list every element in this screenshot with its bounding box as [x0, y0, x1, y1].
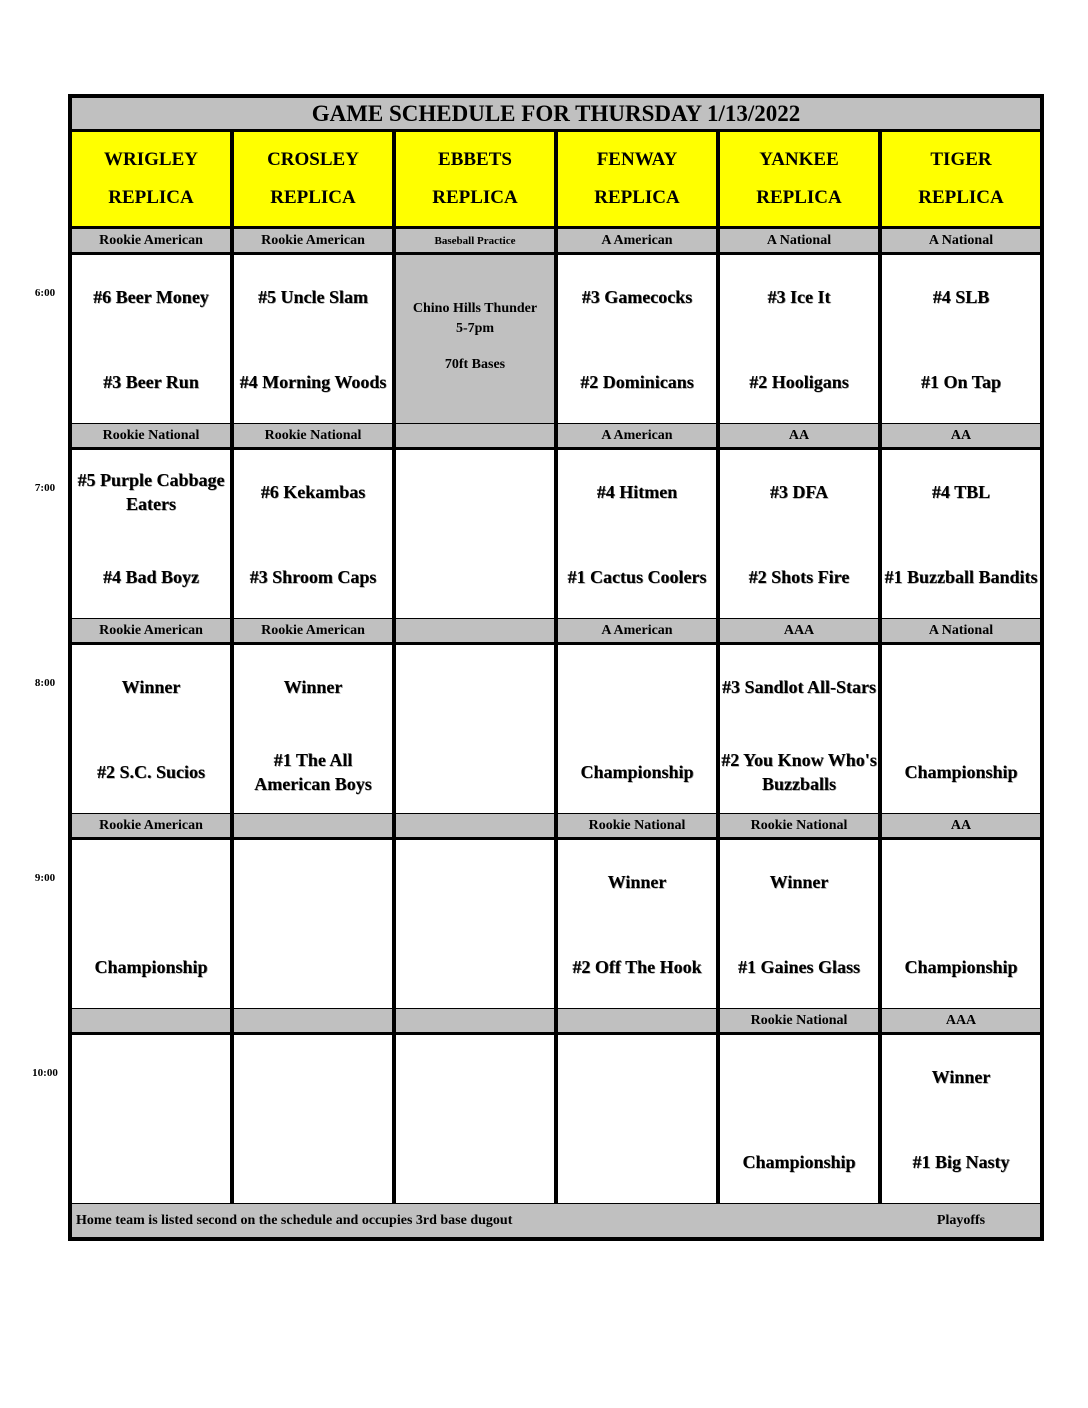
field-header-crosley — [234, 132, 392, 226]
home-team: Championship — [94, 957, 208, 977]
game-cell — [234, 450, 392, 618]
home-team — [72, 1136, 230, 1188]
away-team — [72, 856, 230, 908]
game-cell — [720, 840, 878, 1008]
away-team: #6 Beer Money — [93, 287, 209, 307]
game-cell — [882, 255, 1040, 423]
division-label: A American — [558, 229, 716, 252]
game-cell — [234, 840, 392, 1008]
division-label — [234, 1009, 392, 1032]
away-team — [396, 466, 554, 518]
playoffs-legend: Playoffs — [936, 1213, 986, 1228]
home-team: #1 Gaines Glass — [737, 957, 861, 977]
game-cell — [234, 255, 392, 423]
field-header-ebbets — [396, 132, 554, 226]
away-team — [234, 1051, 392, 1103]
away-team: #3 DFA — [769, 482, 829, 502]
time-label: 6:00 — [34, 287, 56, 299]
home-team: #2 Hooligans — [749, 372, 849, 392]
division-label: Baseball Practice — [396, 229, 554, 252]
home-team — [234, 941, 392, 993]
division-label: Rookie National — [720, 1009, 878, 1032]
division-label — [396, 619, 554, 642]
away-team: #3 Ice It — [767, 287, 831, 307]
home-team: #2 Off The Hook — [572, 957, 702, 977]
home-team — [396, 746, 554, 798]
home-team: #1 Big Nasty — [912, 1152, 1010, 1172]
game-cell — [396, 1035, 554, 1203]
division-label — [234, 814, 392, 837]
field-subtitle: REPLICA — [108, 187, 194, 208]
away-team: #6 Kekambas — [260, 482, 366, 502]
game-cell — [396, 450, 554, 618]
game-cell — [558, 450, 716, 618]
field-header-tiger — [882, 132, 1040, 226]
division-label: AA — [882, 814, 1040, 837]
away-team — [882, 661, 1040, 713]
division-label: AA — [882, 424, 1040, 447]
division-label: Rookie American — [234, 229, 392, 252]
division-label: A National — [882, 229, 1040, 252]
division-label — [396, 1009, 554, 1032]
division-label: Rookie National — [234, 424, 392, 447]
game-cell — [396, 840, 554, 1008]
home-team: #2 Dominicans — [580, 372, 694, 392]
division-label: Rookie National — [72, 424, 230, 447]
footer-bar — [72, 1204, 1040, 1237]
time-label: 8:00 — [34, 677, 56, 689]
home-team — [396, 551, 554, 603]
away-team — [558, 661, 716, 713]
home-team-note: Home team is listed second on the schedule and occupies 3rd base dugout — [76, 1213, 513, 1228]
away-team — [396, 856, 554, 908]
home-team: #2 You Know Who's Buzzballs — [721, 750, 877, 794]
game-cell — [234, 645, 392, 813]
away-team — [882, 856, 1040, 908]
game-cell — [720, 645, 878, 813]
division-label — [72, 1009, 230, 1032]
away-team: Winner — [283, 677, 343, 697]
division-label: Rookie National — [720, 814, 878, 837]
game-cell — [720, 450, 878, 618]
schedule-table — [68, 94, 1044, 1241]
practice-time: 5-7pm — [455, 321, 495, 336]
home-team: Championship — [904, 957, 1018, 977]
division-label: A American — [558, 619, 716, 642]
home-team: Championship — [742, 1152, 856, 1172]
division-label: A American — [558, 424, 716, 447]
division-label: A National — [882, 619, 1040, 642]
spacer — [396, 339, 554, 355]
game-cell — [72, 840, 230, 1008]
home-team: #2 S.C. Sucios — [96, 762, 206, 782]
game-cell — [882, 450, 1040, 618]
home-team: #1 Cactus Coolers — [567, 567, 707, 587]
field-subtitle: REPLICA — [432, 187, 518, 208]
game-cell — [558, 255, 716, 423]
game-cell — [882, 840, 1040, 1008]
game-cell — [882, 645, 1040, 813]
game-cell — [396, 645, 554, 813]
home-team: Championship — [904, 762, 1018, 782]
field-name: EBBETS — [438, 149, 512, 170]
field-name: WRIGLEY — [104, 149, 198, 170]
practice-team: Chino Hills Thunder — [412, 301, 538, 316]
game-cell — [720, 1035, 878, 1203]
home-team: #1 Buzzball Bandits — [884, 567, 1038, 587]
field-subtitle: REPLICA — [756, 187, 842, 208]
game-cell — [558, 1035, 716, 1203]
away-team: Winner — [769, 872, 829, 892]
game-cell — [234, 1035, 392, 1203]
away-team — [558, 1051, 716, 1103]
home-team: #1 The All American Boys — [254, 750, 372, 794]
away-team — [396, 1051, 554, 1103]
game-cell — [882, 1035, 1040, 1203]
field-header-yankee — [720, 132, 878, 226]
home-team — [558, 1136, 716, 1188]
field-header-wrigley — [72, 132, 230, 226]
game-cell — [720, 255, 878, 423]
field-name: CROSLEY — [267, 149, 359, 170]
field-header-fenway — [558, 132, 716, 226]
home-team: #4 Morning Woods — [239, 372, 387, 392]
home-team — [396, 941, 554, 993]
away-team: Winner — [931, 1067, 991, 1087]
away-team: #4 SLB — [932, 287, 990, 307]
time-label: 10:00 — [32, 1067, 58, 1079]
home-team: #2 Shots Fire — [748, 567, 850, 587]
home-team: Championship — [580, 762, 694, 782]
away-team — [234, 856, 392, 908]
time-label: 9:00 — [34, 872, 56, 884]
game-cell — [72, 255, 230, 423]
division-label: AAA — [720, 619, 878, 642]
division-label: Rookie American — [72, 619, 230, 642]
field-name: TIGER — [930, 149, 992, 170]
division-label: AAA — [882, 1009, 1040, 1032]
field-subtitle: REPLICA — [918, 187, 1004, 208]
away-team — [720, 1051, 878, 1103]
field-subtitle: REPLICA — [594, 187, 680, 208]
away-team: #4 Hitmen — [596, 482, 678, 502]
division-label: Rookie American — [72, 814, 230, 837]
home-team — [234, 1136, 392, 1188]
division-label — [396, 424, 554, 447]
game-cell — [72, 1035, 230, 1203]
division-label: Rookie National — [558, 814, 716, 837]
game-cell — [72, 645, 230, 813]
schedule-title: GAME SCHEDULE FOR THURSDAY 1/13/2022 — [72, 98, 1040, 129]
home-team: #1 On Tap — [920, 372, 1002, 392]
away-team: #5 Uncle Slam — [258, 287, 368, 307]
field-subtitle: REPLICA — [270, 187, 356, 208]
division-label: AA — [720, 424, 878, 447]
away-team: Winner — [607, 872, 667, 892]
division-label: Rookie American — [72, 229, 230, 252]
practice-note: 70ft Bases — [444, 357, 506, 372]
game-cell — [72, 450, 230, 618]
home-team: #3 Shroom Caps — [249, 567, 377, 587]
away-team: #4 TBL — [931, 482, 991, 502]
division-label: Rookie American — [234, 619, 392, 642]
game-cell — [558, 645, 716, 813]
field-name: YANKEE — [759, 149, 839, 170]
home-team — [396, 1136, 554, 1188]
away-team — [396, 661, 554, 713]
away-team: #5 Purple Cabbage Eaters — [77, 470, 225, 514]
division-label — [558, 1009, 716, 1032]
game-cell — [558, 840, 716, 1008]
practice-cell — [396, 255, 554, 423]
away-team: #3 Gamecocks — [581, 287, 693, 307]
home-team: #3 Beer Run — [103, 372, 199, 392]
home-team: #4 Bad Boyz — [102, 567, 199, 587]
division-label — [396, 814, 554, 837]
away-team — [72, 1051, 230, 1103]
away-team: Winner — [121, 677, 181, 697]
time-label: 7:00 — [34, 482, 56, 494]
field-name: FENWAY — [596, 149, 678, 170]
division-label: A National — [720, 229, 878, 252]
practice-details — [396, 299, 554, 375]
away-team: #3 Sandlot All-Stars — [721, 677, 877, 697]
